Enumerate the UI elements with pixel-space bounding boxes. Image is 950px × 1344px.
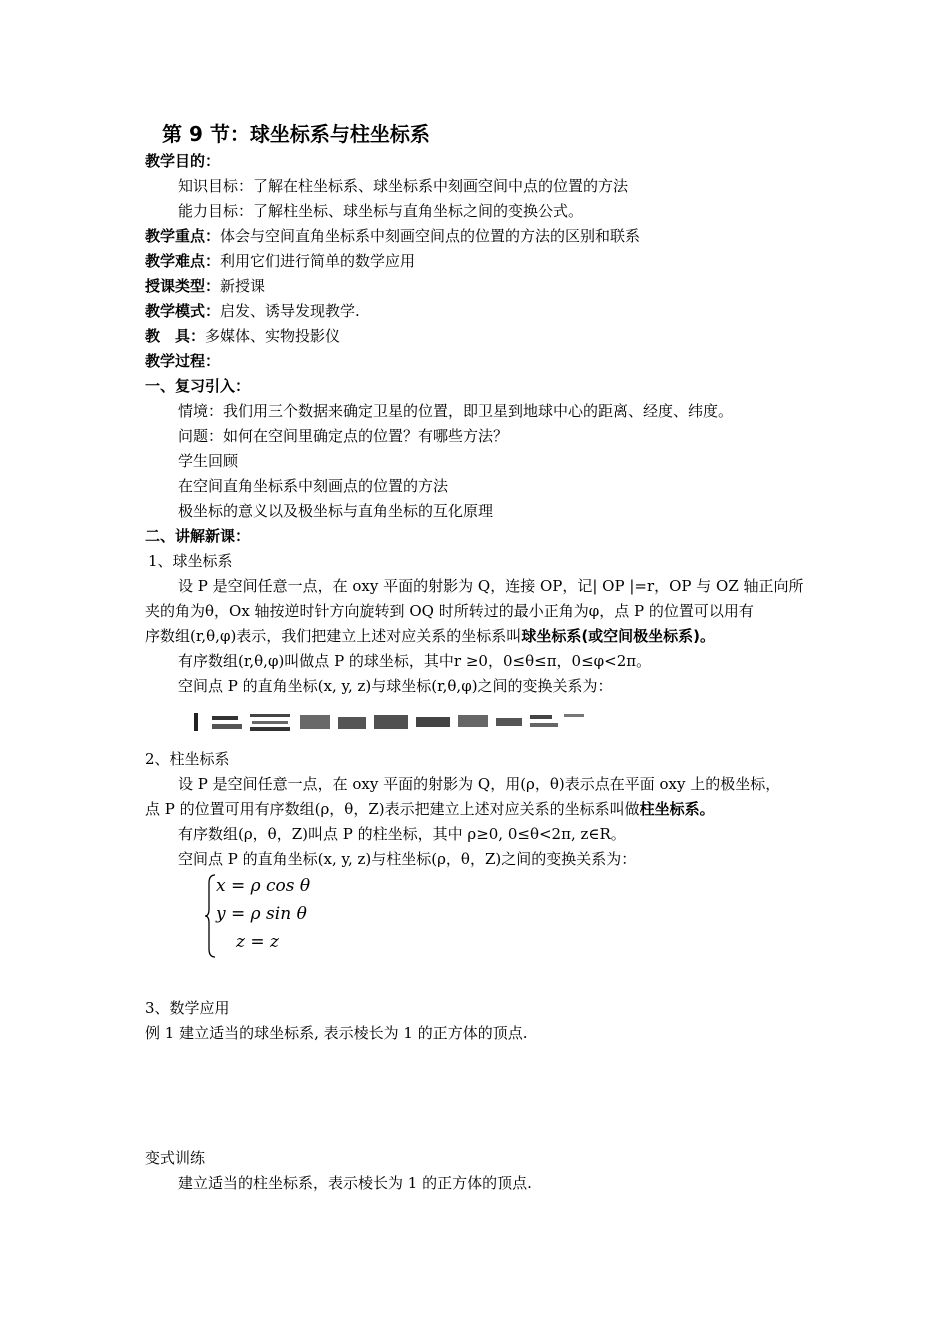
mode-label: 教学模式：	[145, 302, 221, 320]
tools-label: 教 具：	[145, 327, 206, 345]
review-line: 学生回顾	[178, 452, 239, 470]
variant-text: 建立适当的柱坐标系，表示棱长为 1 的正方体的顶点.	[178, 1174, 532, 1192]
corrupted-formula-image	[190, 709, 590, 733]
cylinder-paragraph-line	[145, 799, 715, 819]
review-line: 极坐标的意义以及极坐标与直角坐标的互化原理	[178, 502, 494, 520]
difficulty-label: 教学难点：	[145, 252, 221, 270]
sphere-paragraph-text: 序数组(r,θ,φ)表示，我们把建立上述对应关系的坐标系叫	[145, 627, 522, 645]
sphere-paragraph-line	[145, 626, 715, 646]
page-title: 第 9 节：球坐标系与柱坐标系	[162, 122, 430, 146]
example-1: 例 1 建立适当的球坐标系, 表示棱长为 1 的正方体的顶点.	[145, 1024, 528, 1042]
cylinder-coordinate-range: 有序数组(ρ，θ，Z)叫点 P 的柱坐标，其中 ρ≥0, 0≤θ<2π, z∈R。	[178, 825, 626, 843]
review-heading: 一、复习引入：	[145, 377, 251, 395]
sphere-transform-intro: 空间点 P 的直角坐标(x, y, z)与球坐标(r,θ,φ)之间的变换关系为：	[178, 677, 613, 695]
sphere-heading: 1、球坐标系	[148, 552, 233, 570]
cylinder-transform-intro: 空间点 P 的直角坐标(x, y, z)与柱坐标(ρ，θ，Z)之间的变换关系为：	[178, 850, 637, 868]
keypoint-row	[145, 226, 640, 246]
variant-heading: 变式训练	[145, 1149, 206, 1167]
objective-knowledge: 知识目标：了解在柱坐标系、球坐标系中刻画空间中点的位置的方法	[178, 177, 629, 195]
cylinder-equation-z: z = z	[236, 932, 279, 952]
type-row	[145, 276, 265, 296]
sphere-paragraph-line: 设 P 是空间任意一点，在 oxy 平面的射影为 Q，连接 OP，记| OP |=r，OP 与 OZ 轴正向所	[178, 577, 804, 595]
mode-row	[145, 301, 360, 321]
objective-ability: 能力目标：了解柱坐标、球坐标与直角坐标之间的变换公式。	[178, 202, 584, 220]
keypoint-label: 教学重点：	[145, 227, 221, 245]
tools-row	[145, 326, 340, 346]
application-heading: 3、数学应用	[145, 999, 230, 1017]
cylinder-term: 柱坐标系。	[639, 800, 715, 818]
sphere-coordinate-range: 有序数组(r,θ,φ)叫做点 P 的球坐标，其中r ≥0，0≤θ≤π，0≤φ<2π。	[178, 652, 652, 670]
type-label: 授课类型：	[145, 277, 221, 295]
difficulty-text: 利用它们进行简单的数学应用	[220, 252, 416, 270]
review-line: 在空间直角坐标系中刻画点的位置的方法	[178, 477, 449, 495]
cylinder-equation-x: x = ρ cos θ	[216, 876, 311, 896]
cylinder-paragraph-line: 设 P 是空间任意一点，在 oxy 平面的射影为 Q，用(ρ，θ)表示点在平面 oxy 上的极坐标，	[178, 775, 781, 793]
review-line: 问题：如何在空间里确定点的位置？有哪些方法？	[178, 427, 509, 445]
sphere-term: 球坐标系(或空间极坐标系)。	[521, 627, 716, 645]
tools-text: 多媒体、实物投影仪	[205, 327, 341, 345]
sphere-paragraph-line: 夹的角为θ，Ox 轴按逆时针方向旋转到 OQ 时所转过的最小正角为φ，点 P 的位置可以用有	[145, 602, 754, 620]
mode-text: 启发、诱导发现教学.	[220, 302, 360, 320]
difficulty-row	[145, 251, 415, 271]
new-lesson-heading: 二、讲解新课：	[145, 527, 251, 545]
cylinder-heading: 2、柱坐标系	[145, 750, 230, 768]
cylinder-equation-y: y = ρ sin θ	[216, 904, 307, 924]
cylinder-paragraph-text: 点 P 的位置可用有序数组(ρ，θ，Z)表示把建立上述对应关系的坐标系叫做	[145, 800, 640, 818]
objectives-label: 教学目的：	[145, 152, 221, 170]
keypoint-text: 体会与空间直角坐标系中刻画空间点的位置的方法的区别和联系	[220, 227, 641, 245]
equation-brace	[203, 873, 217, 959]
process-label: 教学过程：	[145, 352, 221, 370]
type-text: 新授课	[220, 277, 266, 295]
review-line: 情境：我们用三个数据来确定卫星的位置，即卫星到地球中心的距离、经度、纬度。	[178, 402, 734, 420]
